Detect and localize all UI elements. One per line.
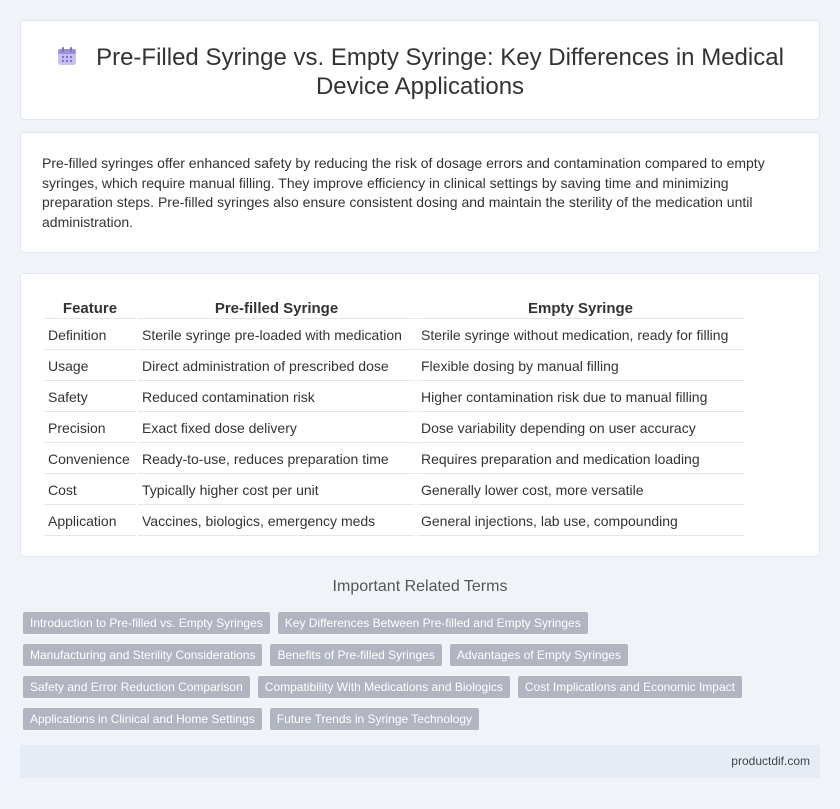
related-term-tag[interactable]: Safety and Error Reduction Comparison bbox=[23, 676, 250, 698]
feature-cell: Safety bbox=[44, 383, 136, 412]
table-row bbox=[44, 445, 744, 474]
empty-cell: Generally lower cost, more versatile bbox=[417, 476, 744, 505]
empty-cell: Flexible dosing by manual filling bbox=[417, 352, 744, 381]
related-term-tag[interactable]: Manufacturing and Sterility Considerations bbox=[23, 644, 262, 666]
table-row bbox=[44, 507, 744, 536]
column-header-feature: Feature bbox=[44, 297, 136, 319]
empty-cell: Requires preparation and medication loading bbox=[417, 445, 744, 474]
title-card bbox=[20, 20, 820, 120]
prefilled-cell: Exact fixed dose delivery bbox=[138, 414, 415, 443]
table-row bbox=[44, 414, 744, 443]
related-terms-list bbox=[23, 612, 803, 730]
related-term-tag[interactable]: Cost Implications and Economic Impact bbox=[518, 676, 742, 698]
table-row bbox=[44, 476, 744, 505]
calendar-icon bbox=[56, 45, 78, 67]
feature-cell: Usage bbox=[44, 352, 136, 381]
empty-cell: Dose variability depending on user accuracy bbox=[417, 414, 744, 443]
table-row bbox=[44, 352, 744, 381]
related-term-tag[interactable]: Advantages of Empty Syringes bbox=[450, 644, 628, 666]
footer-site-link[interactable]: productdif.com bbox=[731, 754, 810, 768]
comparison-card bbox=[20, 273, 820, 557]
prefilled-cell: Typically higher cost per unit bbox=[138, 476, 415, 505]
related-term-tag[interactable]: Benefits of Pre-filled Syringes bbox=[270, 644, 441, 666]
prefilled-cell: Reduced contamination risk bbox=[138, 383, 415, 412]
intro-card bbox=[20, 132, 820, 253]
empty-cell: Higher contamination risk due to manual filling bbox=[417, 383, 744, 412]
page-title bbox=[21, 43, 819, 101]
feature-cell: Convenience bbox=[44, 445, 136, 474]
prefilled-cell: Sterile syringe pre-loaded with medication bbox=[138, 321, 415, 350]
page-title-text: Pre-Filled Syringe vs. Empty Syringe: Key Differences in Medical Device Applications bbox=[96, 44, 784, 100]
table-row bbox=[44, 383, 744, 412]
related-term-tag[interactable]: Applications in Clinical and Home Settings bbox=[23, 708, 262, 730]
empty-cell: General injections, lab use, compounding bbox=[417, 507, 744, 536]
feature-cell: Cost bbox=[44, 476, 136, 505]
feature-cell: Precision bbox=[44, 414, 136, 443]
feature-cell: Definition bbox=[44, 321, 136, 350]
column-header-prefilled: Pre-filled Syringe bbox=[138, 297, 415, 319]
related-term-tag[interactable]: Key Differences Between Pre-filled and Empty Syringes bbox=[278, 612, 588, 634]
comparison-table bbox=[42, 295, 746, 538]
intro-paragraph: Pre-filled syringes offer enhanced safety by reducing the risk of dosage errors and contamination compared to empty syringes, which require manual filling. They improve efficiency in clinical settings by saving time and minimizing preparation steps. Pre-filled syringes also ensure consistent dosing and maintain the sterility of the medication until administration. bbox=[42, 155, 765, 230]
prefilled-cell: Ready-to-use, reduces preparation time bbox=[138, 445, 415, 474]
footer bbox=[20, 745, 820, 778]
feature-cell: Application bbox=[44, 507, 136, 536]
related-term-tag[interactable]: Introduction to Pre-filled vs. Empty Syringes bbox=[23, 612, 270, 634]
prefilled-cell: Vaccines, biologics, emergency meds bbox=[138, 507, 415, 536]
related-terms-heading: Important Related Terms bbox=[332, 578, 508, 595]
related-term-tag[interactable]: Compatibility With Medications and Biologics bbox=[258, 676, 510, 698]
table-row bbox=[44, 321, 744, 350]
empty-cell: Sterile syringe without medication, ready for filling bbox=[417, 321, 744, 350]
column-header-empty: Empty Syringe bbox=[417, 297, 744, 319]
table-header-row bbox=[44, 297, 744, 319]
related-term-tag[interactable]: Future Trends in Syringe Technology bbox=[270, 708, 479, 730]
prefilled-cell: Direct administration of prescribed dose bbox=[138, 352, 415, 381]
